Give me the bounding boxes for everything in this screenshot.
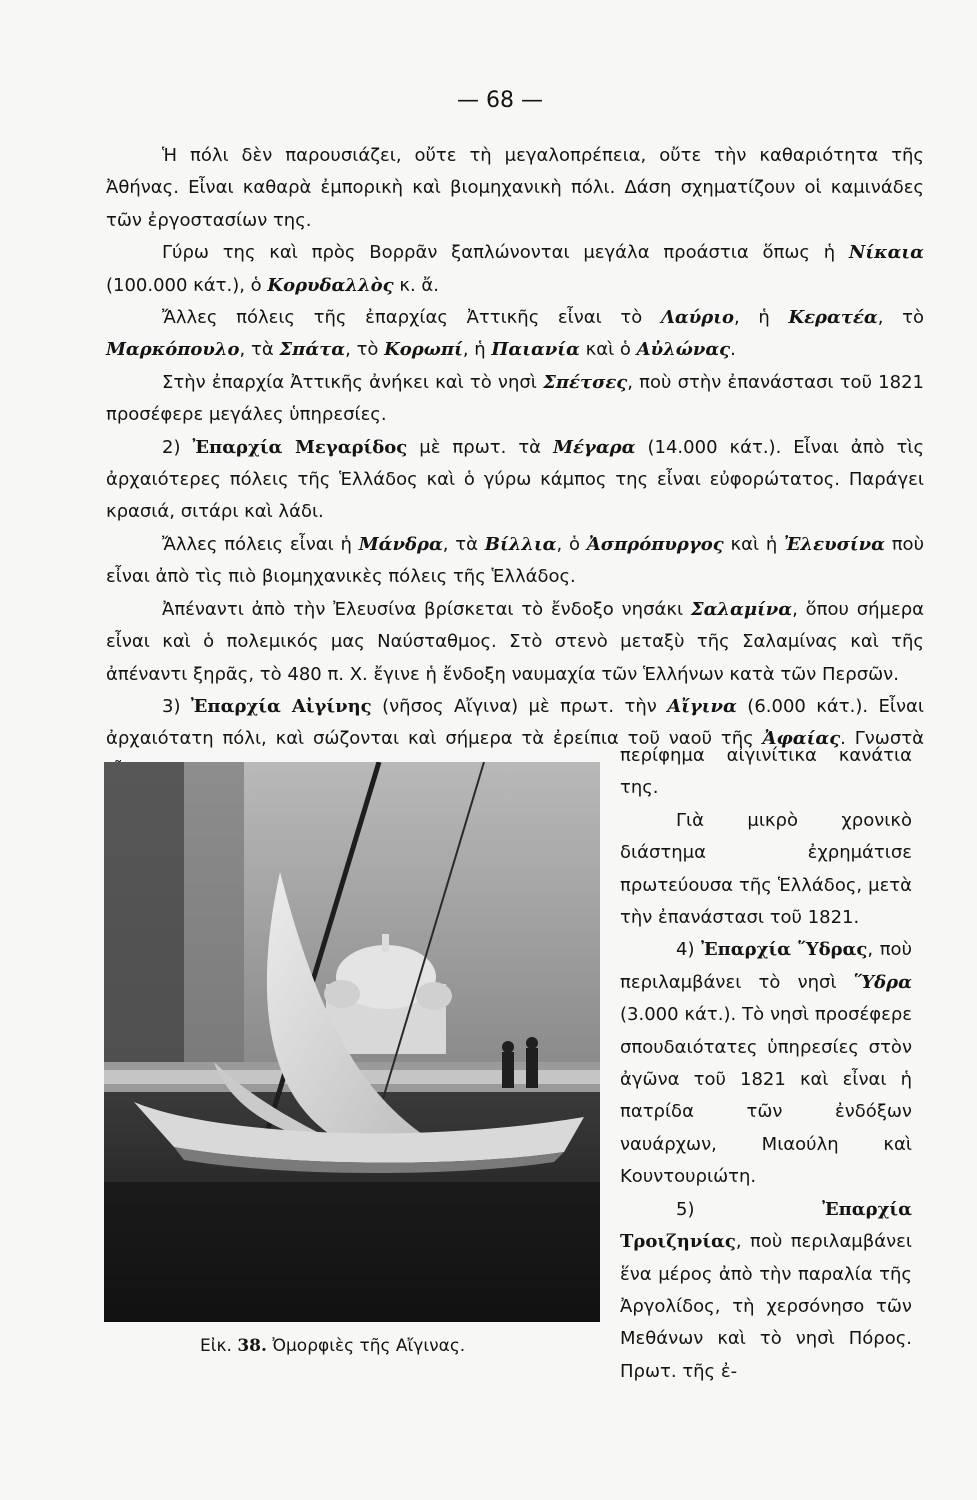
emphasized-text: Ἐπαρχία Μεγαρίδος: [192, 436, 408, 458]
emphasized-text: Κερατέα: [788, 307, 878, 329]
side-text-column: [620, 740, 912, 1388]
paragraph: [106, 237, 924, 302]
emphasized-text: Ἐπαρχία Αἰγίνης: [190, 695, 372, 717]
text-run: , ἡ: [733, 307, 789, 329]
text-run: , τὸ: [877, 307, 925, 329]
text-run: 4): [676, 939, 702, 961]
caption-text: Ὀμορφιὲς τῆς Αἴγινας.: [272, 1336, 466, 1356]
emphasized-text: Κορωπί: [384, 339, 463, 361]
text-run: , τὰ: [239, 339, 280, 361]
text-run: . Γνωστὰ: [840, 728, 924, 750]
text-run: Γύρω της καὶ πρὸς Βορρᾶν ξαπλώνονται μεγάλα προάστια ὅπως ἡ: [162, 242, 849, 264]
paragraph: [106, 432, 924, 529]
text-run: , ποὺ περιλαμβάνει ἕνα μέρος ἀπὸ τὴν παραλία τῆς Ἀργολίδος, τὴ χερσόνησο τῶν Μεθάνων καὶ τὸ νησὶ Πόρος. Πρωτ. τῆς ἐ-: [620, 1231, 912, 1382]
text-run: (100.000 κάτ.), ὁ: [106, 274, 268, 296]
emphasized-text: Σπέτσες: [543, 371, 628, 393]
text-run: , ἡ: [462, 339, 492, 361]
emphasized-text: Ἐπαρχία Ὕδρας: [701, 939, 868, 961]
text-run: , τὸ: [345, 339, 385, 361]
emphasized-text: Αὐλώνας: [636, 339, 731, 361]
text-run: Ἀπέναντι ἀπὸ τὴν Ἐλευσίνα βρίσκεται τὸ ἔνδοξο νησάκι: [162, 598, 691, 620]
emphasized-text: Μάνδρα: [358, 533, 443, 555]
paragraph: [620, 934, 912, 1193]
text-run: 5): [676, 1198, 823, 1220]
text-run: περίφημα αἰγινίτικα κανάτια της.: [620, 745, 912, 799]
text-run: (νῆσος Αἴγινα) μὲ πρωτ. τὴν: [371, 695, 668, 717]
text-run: , ποὺ περιλαμβάνει τὸ νησὶ: [620, 939, 912, 993]
text-run: Ἄλλες πόλεις εἶναι ἡ: [162, 533, 359, 555]
emphasized-text: Νίκαια: [848, 242, 924, 264]
text-run: .: [730, 339, 736, 361]
emphasized-text: Σαλαμίνα: [690, 598, 793, 620]
emphasized-text: Βίλλια: [484, 533, 557, 555]
paragraph: [106, 529, 924, 594]
paragraph: [620, 805, 912, 935]
paragraph: [106, 140, 924, 237]
emphasized-text: Λαύριο: [660, 307, 734, 329]
text-run: καὶ ἡ: [723, 533, 785, 555]
text-run: , ποὺ στὴν ἐπανάστασι τοῦ 1821 προσέφερε μεγάλες ὑπηρεσίες.: [106, 371, 924, 426]
paragraph: [106, 594, 924, 691]
emphasized-text: Κορυδαλλὸς: [267, 274, 394, 296]
caption-prefix: Εἰκ.: [200, 1336, 232, 1356]
paragraph: [620, 740, 912, 805]
text-run: , ὁ: [556, 533, 587, 555]
emphasized-text: Σπάτα: [279, 339, 346, 361]
text-run: 3): [162, 695, 191, 717]
page-number: — 68 —: [457, 88, 543, 113]
text-run: (14.000 κάτ.). Εἶναι ἀπὸ τὶς ἀρχαιότερες πόλεις τῆς Ἑλλάδος καὶ ὁ γύρω κάμπος της εἶναι εὐφορώτατος. Παράγει κρασιά, σιτάρι καὶ λάδι.: [106, 436, 925, 523]
emphasized-text: Ἐλευσίνα: [784, 533, 885, 555]
emphasized-text: Μέγαρα: [553, 436, 636, 458]
text-run: Ἡ πόλι δὲν παρουσιάζει, οὔτε τὴ μεγαλοπρέπεια, οὔτε τὴν καθαριότητα τῆς Ἀθήνας. Εἶναι καθαρὰ ἐμπορικὴ καὶ βιομηχανικὴ πόλι. Δάση σχηματίζουν οἱ καμινάδες τῶν ἐργοστασίων της.: [106, 145, 924, 231]
emphasized-text: Μαρκόπουλο: [106, 339, 240, 361]
emphasized-text: Ἀσπρόπυργος: [586, 533, 724, 555]
text-run: ποὺ εἶναι ἀπὸ τὶς πιὸ βιομηχανικὲς πόλεις τῆς Ἑλλάδος.: [106, 533, 924, 588]
text-run: , ὅπου σήμερα εἶναι καὶ ὁ πολεμικός μας Ναύσταθμος. Στὸ στενὸ μεταξὺ τῆς Σαλαμίνας καὶ τῆς ἀπέναντι ξηρᾶς, τὸ 480 π. Χ. ἔγινε ἡ ἔνδοξη ναυμαχία τῶν Ἑλλήνων κατὰ τῶν Περσῶν.: [106, 598, 924, 685]
emphasized-text: Ὕδρα: [853, 971, 912, 993]
text-run: (6.000 κάτ.). Εἶναι ἀρχαιότατη πόλι, καὶ σώζονται καὶ σήμερα τὰ ἐρείπια τοῦ ναοῦ τῆς: [106, 695, 924, 750]
paragraph: [106, 367, 924, 432]
text-run: (3.000 κάτ.). Τὸ νησὶ προσέφερε σπουδαιότατες ὑπηρεσίες στὸν ἀγῶνα τοῦ 1821 καὶ εἶναι ἡ πατρίδα τῶν ἐνδόξων ναυάρχων, Μιαούλη καὶ Κουντουριώτη.: [620, 1004, 912, 1188]
text-run: κ. ἄ.: [393, 274, 439, 296]
main-text-column: [106, 140, 924, 788]
paragraph: [106, 302, 924, 367]
text-run: καὶ ὁ: [579, 339, 637, 361]
emphasized-text: Αἴγινα: [667, 695, 737, 717]
figure-caption: [200, 1336, 600, 1356]
text-run: Στὴν ἐπαρχία Ἀττικῆς ἀνήκει καὶ τὸ νησὶ: [162, 371, 544, 393]
text-run: μὲ πρωτ. τὰ: [407, 436, 554, 458]
paragraph: [620, 1194, 912, 1388]
text-run: Ἄλλες πόλεις τῆς ἐπαρχίας Ἀττικῆς εἶναι τὸ: [162, 307, 661, 329]
text-run: Γιὰ μικρὸ χρονικὸ διάστημα ἐχρημάτισε πρωτεύουσα τῆς Ἑλλάδος, μετὰ τὴν ἐπανάστασι τοῦ 1821.: [620, 809, 912, 929]
text-run: , τὰ: [442, 533, 485, 555]
text-run: 2): [162, 436, 193, 458]
emphasized-text: Ἀφαίας: [762, 728, 841, 750]
emphasized-text: Παιανία: [491, 339, 580, 361]
emphasized-text: Ἐπαρχία Τροιζηνίας: [620, 1198, 912, 1253]
boat-photograph: [104, 762, 600, 1322]
caption-number: 38.: [237, 1336, 267, 1356]
